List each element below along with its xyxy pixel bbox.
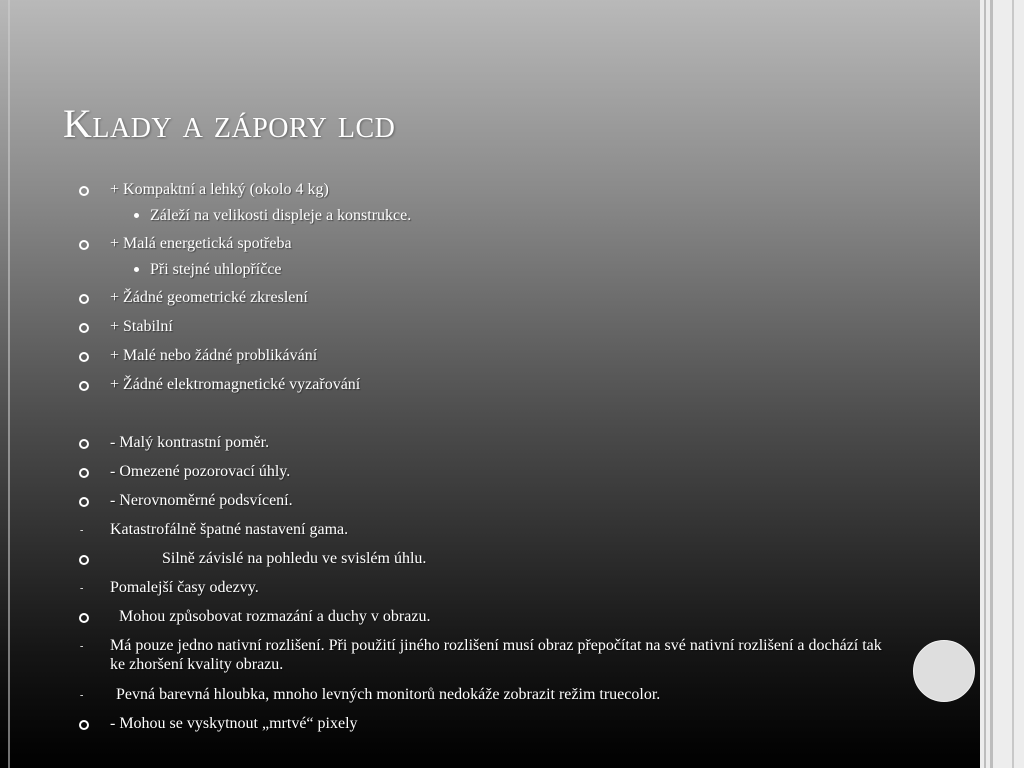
- bullet-text: - Malý kontrastní poměr.: [110, 434, 270, 451]
- dash-bullet-icon: -: [80, 583, 84, 594]
- sub-bullet-text: Záleží na velikosti displeje a konstrukce.: [150, 207, 412, 224]
- bullet-text: Mohou způsobovat rozmazání a duchy v obrazu.: [119, 608, 431, 625]
- bullet-text: - Mohou se vyskytnout „mrtvé“ pixely: [110, 715, 358, 732]
- circle-bullet-icon: [79, 240, 89, 250]
- dash-bullet-icon: -: [80, 525, 84, 536]
- circle-bullet-icon: [79, 613, 89, 623]
- dot-bullet-icon: [134, 213, 139, 218]
- bullet-text: + Malá energetická spotřeba: [110, 235, 292, 252]
- bullet-text: - Omezené pozorovací úhly.: [110, 463, 291, 480]
- bullet-text: - Nerovnoměrné podsvícení.: [110, 492, 293, 509]
- left-border-line: [8, 0, 10, 768]
- slide-title: Klady a zápory lcd: [63, 101, 396, 146]
- right-border-line: [984, 0, 986, 768]
- bullet-text: + Malé nebo žádné problikávání: [110, 347, 318, 364]
- bullet-text: Pomalejší časy odezvy.: [110, 579, 259, 596]
- right-border-line: [990, 0, 993, 768]
- dash-bullet-icon: -: [80, 690, 84, 701]
- right-decorative-band: [980, 0, 1024, 768]
- bullet-text: Katastrofálně špatné nastavení gama.: [110, 521, 349, 538]
- circle-bullet-icon: [79, 439, 89, 449]
- bullet-text: + Žádné elektromagnetické vyzařování: [110, 376, 361, 393]
- bullet-text: + Žádné geometrické zkreslení: [110, 289, 308, 306]
- bullet-text: + Kompaktní a lehký (okolo 4 kg): [110, 181, 329, 198]
- dot-bullet-icon: [134, 267, 139, 272]
- right-border-line: [1012, 0, 1014, 768]
- circle-bullet-icon: [79, 352, 89, 362]
- bullet-text: Má pouze jedno nativní rozlišení. Při použití jiného rozlišení musí obraz přepočítat na své nativní rozlišení a dochází tak ke zhoršení kvality obrazu.: [110, 637, 882, 673]
- circle-bullet-icon: [79, 186, 89, 196]
- circle-bullet-icon: [79, 381, 89, 391]
- circle-bullet-icon: [79, 294, 89, 304]
- circle-bullet-icon: [79, 555, 89, 565]
- circle-bullet-icon: [79, 468, 89, 478]
- dash-bullet-icon: -: [80, 641, 84, 652]
- circle-bullet-icon: [79, 720, 89, 730]
- decorative-circle: [913, 640, 975, 702]
- circle-bullet-icon: [79, 497, 89, 507]
- bullet-text: + Stabilní: [110, 318, 173, 335]
- bullet-text: Silně závislé na pohledu ve svislém úhlu.: [162, 550, 427, 567]
- sub-bullet-text: Při stejné uhlopříčce: [150, 261, 282, 278]
- bullet-text: Pevná barevná hloubka, mnoho levných monitorů nedokáže zobrazit režim truecolor.: [116, 686, 661, 703]
- circle-bullet-icon: [79, 323, 89, 333]
